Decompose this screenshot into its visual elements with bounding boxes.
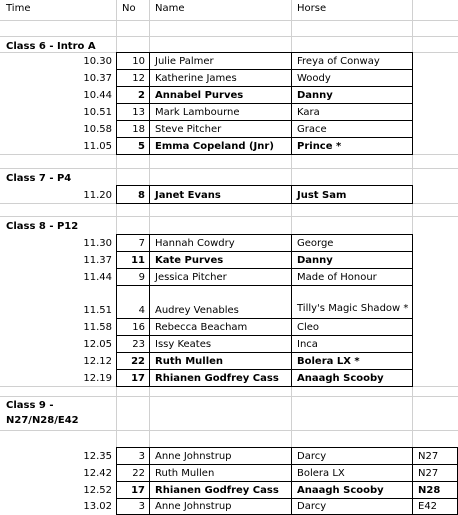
grid-line (116, 386, 412, 387)
grid-line (116, 234, 117, 387)
grid-line (291, 52, 292, 155)
horse-cell: Just Sam (297, 190, 347, 201)
horse-cell: Woody (297, 73, 331, 84)
time-cell: 11.20 (83, 190, 112, 201)
grid-line (0, 216, 458, 217)
horse-cell: Prince * (297, 141, 342, 152)
table-row (0, 185, 458, 203)
grid-line (412, 234, 413, 387)
table-row (0, 318, 458, 335)
grid-line (116, 234, 412, 235)
class-9-title-row (0, 396, 458, 430)
test-code-cell: N27 (418, 451, 439, 462)
rider-name-cell: Janet Evans (155, 190, 221, 201)
time-cell: 12.35 (83, 451, 112, 462)
table-row (0, 120, 458, 137)
no-cell: 9 (138, 272, 145, 283)
horse-cell: Cleo (297, 322, 320, 333)
no-cell: 17 (131, 373, 145, 384)
table-row (0, 352, 458, 369)
rider-name-cell: Anne Johnstrup (155, 501, 232, 512)
grid-line (116, 185, 117, 204)
table-row (0, 103, 458, 120)
table-row (0, 137, 458, 154)
no-cell: 22 (132, 468, 145, 479)
time-cell: 13.02 (83, 501, 112, 512)
horse-cell: Bolera LX (297, 468, 345, 479)
horse-cell: Danny (297, 255, 333, 266)
class-8-title: Class 8 - P12 (6, 221, 79, 232)
no-cell: 3 (138, 501, 145, 512)
table-row (0, 234, 458, 251)
table-row (0, 464, 458, 481)
rider-name-cell: Kate Purves (155, 255, 224, 266)
no-cell: 11 (131, 255, 145, 266)
horse-cell: Darcy (297, 451, 327, 462)
test-code-cell: N27 (418, 468, 439, 479)
header-name: Name (155, 3, 185, 14)
time-cell: 11.44 (83, 272, 112, 283)
class-7-title: Class 7 - P4 (6, 173, 72, 184)
no-cell: 8 (138, 190, 145, 201)
class-7-title-row (0, 168, 458, 186)
horse-cell: Made of Honour (297, 272, 377, 283)
grid-line (291, 185, 292, 204)
rider-name-cell: Mark Lambourne (155, 107, 240, 118)
grid-line (116, 318, 412, 319)
rider-name-cell: Ruth Mullen (155, 356, 224, 367)
horse-cell: Danny (297, 90, 333, 101)
no-cell: 3 (138, 451, 145, 462)
grid-line (116, 481, 458, 482)
time-cell: 10.44 (83, 90, 112, 101)
header-time: Time (6, 3, 31, 14)
time-cell: 11.58 (83, 322, 112, 333)
table-row (0, 335, 458, 352)
grid-line (116, 352, 412, 353)
grid-line (0, 20, 458, 21)
grid-line (116, 447, 458, 448)
rider-name-cell: Annabel Purves (155, 90, 244, 101)
grid-line (116, 268, 412, 269)
grid-line (116, 120, 412, 121)
rider-name-cell: Rebecca Beacham (155, 322, 248, 333)
horse-cell: Anaagh Scooby (297, 373, 384, 384)
grid-line (116, 86, 412, 87)
grid-line (116, 203, 412, 204)
time-cell: 10.58 (83, 124, 112, 135)
horse-cell: George (297, 238, 334, 249)
table-row (0, 86, 458, 103)
no-cell: 13 (132, 107, 145, 118)
grid-line (0, 36, 458, 37)
rider-name-cell: Steve Pitcher (155, 124, 222, 135)
table-row (0, 369, 458, 386)
rider-name-cell: Jessica Pitcher (155, 272, 227, 283)
class-9-title: Class 9 - N27/N28/E42 (6, 400, 79, 426)
grid-line (291, 447, 292, 515)
rider-name-cell: Rhianen Godfrey Cass (155, 485, 279, 496)
no-cell: 23 (132, 339, 145, 350)
table-row (0, 251, 458, 268)
grid-line (149, 185, 150, 204)
table-row (0, 69, 458, 86)
grid-line (149, 52, 150, 155)
grid-line (149, 234, 150, 387)
table-row (0, 498, 458, 514)
grid-line (116, 335, 412, 336)
grid-line (0, 396, 458, 397)
time-cell: 12.42 (83, 468, 112, 479)
horse-cell: Kara (297, 107, 320, 118)
no-cell: 12 (132, 73, 145, 84)
no-cell: 7 (138, 238, 145, 249)
time-cell: 12.19 (83, 373, 112, 384)
grid-line (116, 447, 117, 515)
time-cell: 12.52 (83, 485, 112, 496)
table-row (0, 285, 458, 318)
grid-line (116, 369, 412, 370)
time-cell: 10.51 (83, 107, 112, 118)
grid-line (149, 447, 150, 515)
test-code-cell: E42 (418, 501, 438, 512)
table-row (0, 447, 458, 464)
horse-cell: Anaagh Scooby (297, 485, 384, 496)
rider-name-cell: Ruth Mullen (155, 468, 215, 479)
header-row (0, 0, 458, 20)
grid-line (0, 430, 458, 431)
grid-line (116, 285, 412, 286)
time-cell: 11.51 (83, 305, 112, 316)
class-8-title-row (0, 216, 458, 234)
grid-line (116, 251, 412, 252)
table-row (0, 481, 458, 498)
no-cell: 10 (132, 56, 145, 67)
grid-line (116, 498, 458, 499)
rider-name-cell: Issy Keates (155, 339, 212, 350)
no-cell: 2 (138, 90, 145, 101)
rider-name-cell: Hannah Cowdry (155, 238, 235, 249)
rider-name-cell: Emma Copeland (Jnr) (155, 141, 274, 152)
grid-line (116, 69, 412, 70)
time-cell: 10.30 (83, 56, 112, 67)
no-cell: 17 (131, 485, 145, 496)
horse-cell: Grace (297, 124, 327, 135)
no-cell: 16 (132, 322, 145, 333)
grid-line (0, 168, 458, 169)
time-cell: 11.37 (83, 255, 112, 266)
grid-line (116, 154, 412, 155)
time-cell: 11.30 (83, 238, 112, 249)
grid-line (116, 464, 458, 465)
table-row (0, 52, 458, 69)
grid-line (412, 447, 413, 515)
grid-line (116, 52, 412, 53)
no-cell: 18 (132, 124, 145, 135)
grid-line (116, 103, 412, 104)
horse-cell: Inca (297, 339, 318, 350)
rider-name-cell: Katherine James (155, 73, 237, 84)
no-cell: 22 (131, 356, 145, 367)
rider-name-cell: Audrey Venables (155, 305, 239, 316)
grid-line (291, 234, 292, 387)
rider-name-cell: Rhianen Godfrey Cass (155, 373, 279, 384)
no-cell: 4 (138, 305, 145, 316)
header-no: No (122, 3, 136, 14)
header-horse: Horse (297, 3, 327, 14)
rider-name-cell: Julie Palmer (155, 56, 214, 67)
horse-cell: Bolera LX * (297, 356, 360, 367)
table-row (0, 268, 458, 285)
rider-name-cell: Anne Johnstrup (155, 451, 232, 462)
grid-line (116, 185, 412, 186)
time-cell: 12.12 (83, 356, 112, 367)
grid-line (412, 185, 413, 204)
horse-cell: Freya of Conway (297, 56, 380, 67)
class-6-title: Class 6 - Intro A (6, 41, 96, 52)
horse-cell: Darcy (297, 501, 327, 512)
no-cell: 5 (138, 141, 145, 152)
grid-line (116, 52, 117, 155)
time-cell: 10.37 (83, 73, 112, 84)
test-code-cell: N28 (418, 485, 441, 496)
time-cell: 11.05 (83, 141, 112, 152)
grid-line (412, 52, 413, 155)
time-cell: 12.05 (83, 339, 112, 350)
grid-line (116, 137, 412, 138)
horse-cell: Tilly's Magic Shadow * (297, 303, 409, 314)
